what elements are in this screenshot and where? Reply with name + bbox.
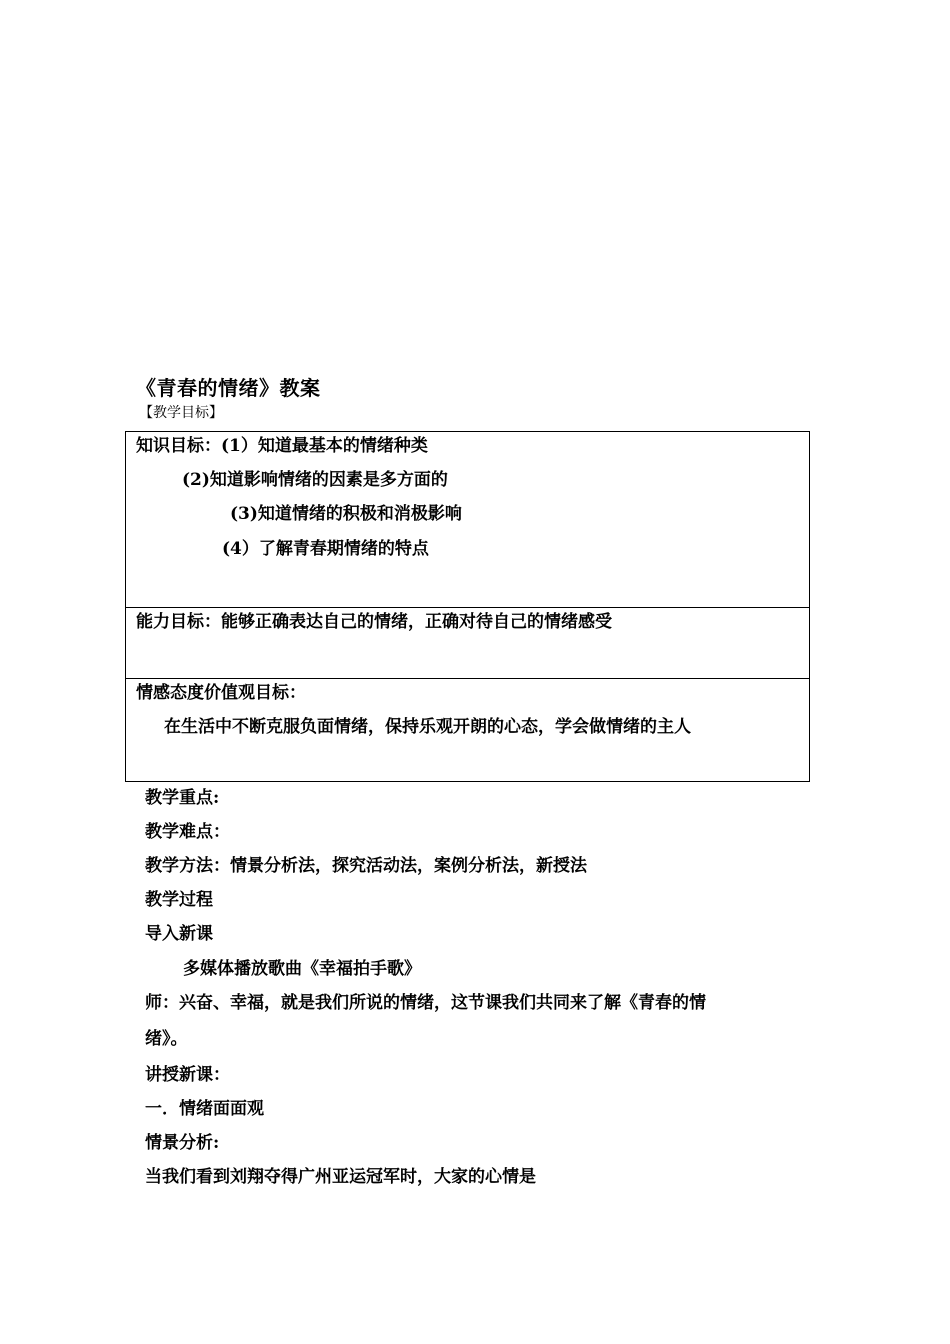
emotion-objectives-cell bbox=[126, 678, 809, 782]
knowledge-objectives-cell bbox=[126, 432, 809, 607]
knowledge-objective-1: 知识目标：(1）知道最基本的情绪种类 bbox=[136, 436, 428, 456]
knowledge-objective-4: (4）了解青春期情绪的特点 bbox=[222, 539, 429, 559]
emotion-objective-content: 在生活中不断克服负面情绪，保持乐观开朗的心态，学会做情绪的主人 bbox=[164, 717, 691, 737]
ability-objectives-cell bbox=[126, 607, 809, 678]
objectives-table bbox=[125, 431, 810, 782]
ability-objective: 能力目标：能够正确表达自己的情绪，正确对待自己的情绪感受 bbox=[136, 612, 612, 632]
new-lesson-heading: 讲授新课： bbox=[145, 1065, 230, 1085]
knowledge-objective-2: (2)知道影响情绪的因素是多方面的 bbox=[182, 470, 448, 490]
process-heading: 教学过程 bbox=[145, 890, 213, 910]
scenario-heading: 情景分析: bbox=[145, 1133, 220, 1153]
knowledge-objective-3: (3)知道情绪的积极和消极影响 bbox=[230, 504, 462, 524]
difficulties-line: 教学难点： bbox=[145, 822, 230, 842]
teacher-line-1: 师：兴奋、幸福，就是我们所说的情绪，这节课我们共同来了解《青春的情 bbox=[145, 993, 706, 1013]
document-title: 《青春的情绪》教案 bbox=[136, 376, 321, 400]
emotion-objective-label: 情感态度价值观目标： bbox=[136, 683, 306, 703]
section-label-teaching-objectives: 【教学目标】 bbox=[139, 405, 223, 421]
key-points-line: 教学重点: bbox=[145, 788, 220, 808]
intro-heading: 导入新课 bbox=[145, 924, 213, 944]
multimedia-line: 多媒体播放歌曲《幸福拍手歌》 bbox=[183, 959, 421, 979]
section-one-heading: 一．情绪面面观 bbox=[145, 1099, 264, 1119]
methods-line: 教学方法：情景分析法，探究活动法，案例分析法，新授法 bbox=[145, 856, 587, 876]
scenario-text: 当我们看到刘翔夺得广州亚运冠军时，大家的心情是 bbox=[145, 1167, 536, 1187]
teacher-line-2: 绪》。 bbox=[145, 1029, 188, 1049]
